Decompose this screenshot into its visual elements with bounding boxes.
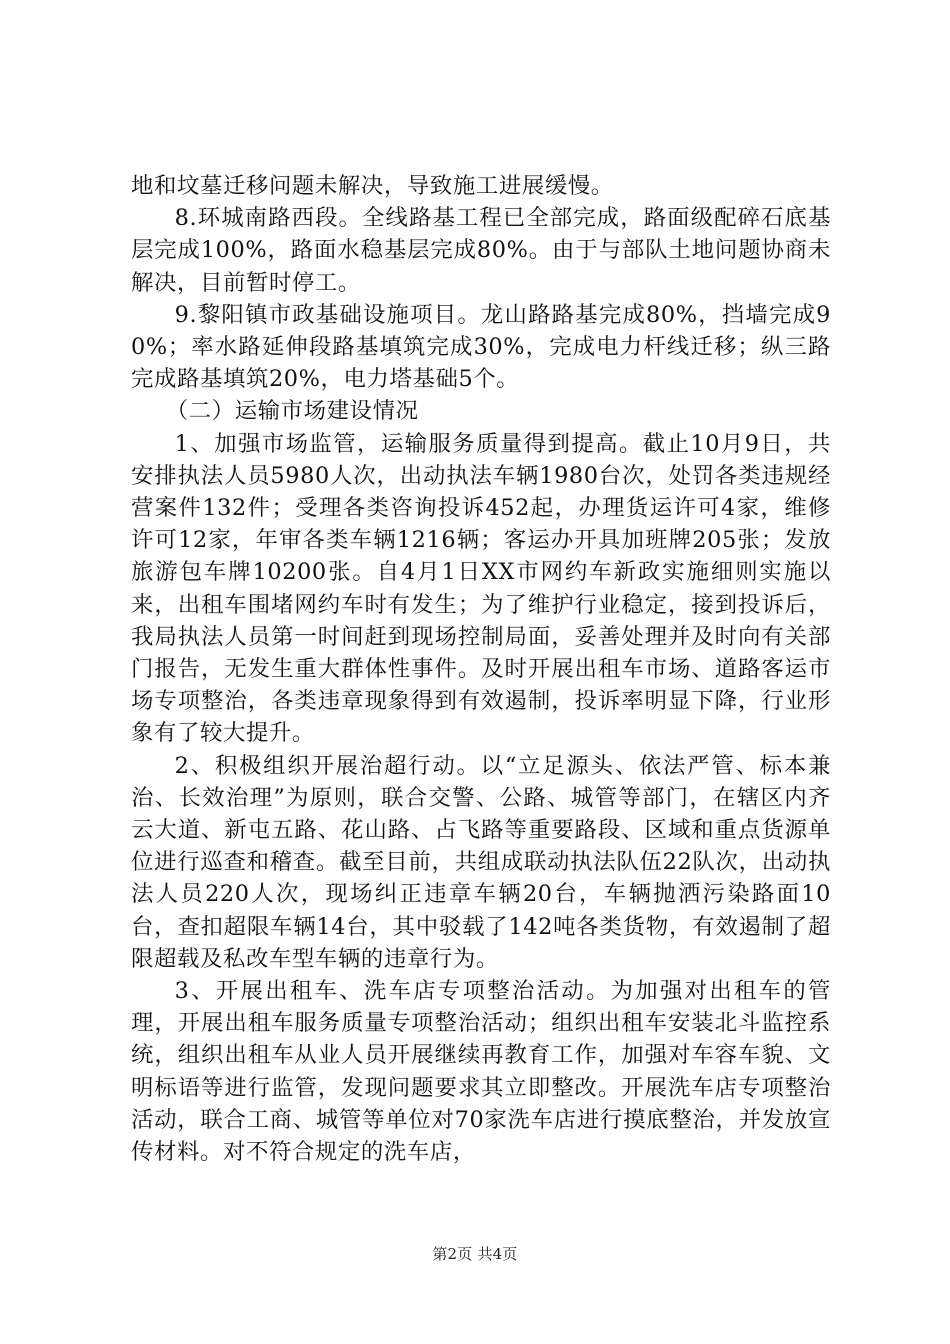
paragraph-item-9: 9.黎阳镇市政基础设施项目。龙山路路基完成80%，挡墙完成90%；率水路延伸段路基填筑完成30%，完成电力杆线迁移；纵三路完成路基填筑20%，电力塔基础5个。 (131, 301, 831, 393)
paragraph-overload-control: 2、积极组织开展治超行动。以“立足源头、依法严管、标本兼治、长效治理”为原则，联合交警、公路、城管等部门，在辖区内齐云大道、新屯五路、花山路、占飞路等重要路段、区域和重点货源单位进行巡查和稽查。截至目前，共组成联动执法队伍22队次，出动执法人员220人次，现场纠正违章车辆20台，车辆抛洒污染路面10台，查扣超限车辆14台，其中驳载了142吨各类货物，有效遏制了超限超载及私改车型车辆的违章行为。 (131, 752, 831, 972)
paragraph-continuation: 地和坟墓迁移问题未解决，导致施工进展缓慢。 (131, 173, 614, 199)
section-heading: （二）运输市场建设情况 (165, 398, 419, 425)
paragraph-item-8: 8.环城南路西段。全线路基工程已全部完成，路面级配碎石底基层完成100%，路面水稳基层完成80%。由于与部队土地问题协商未解决，目前暂时停工。 (131, 205, 831, 296)
document-body (131, 170, 831, 1168)
paragraph-market-supervision: 1、加强市场监管，运输服务质量得到提高。截止10月9日，共安排执法人员5980人次，出动执法车辆1980台次，处罚各类违规经营案件132件；受理各类咨询投诉452起，办理货运许可4家，维修许可12家，年审各类车辆1216辆；客运办开具加班牌205张；发放旅游包车牌10200张。自4月1日XX市网约车新政实施细则实施以来，出租车围堵网约车时有发生；为了维护行业稳定，接到投诉后，我局执法人员第一时间赶到现场控制局面，妥善处理并及时向有关部门报告，无发生重大群体性事件。及时开展出租车市场、道路客运市场专项整治，各类违章现象得到有效遏制，投诉率明显下降，行业形象有了较大提升。 (131, 430, 831, 747)
paragraph-taxi-carwash: 3、开展出租车、洗车店专项整治活动。为加强对出租车的管理，开展出租车服务质量专项整治活动；组织出租车安装北斗监控系统，组织出租车从业人员开展继续再教育工作，加强对车容车貌、文明标语等进行监管，发现问题要求其立即整改。开展洗车店专项整治活动，联合工商、城管等单位对70家洗车店进行摸底整治，并发放宣传材料。对不符合规定的洗车店， (131, 978, 831, 1166)
page-footer: 第2页 共4页 (432, 1245, 518, 1263)
